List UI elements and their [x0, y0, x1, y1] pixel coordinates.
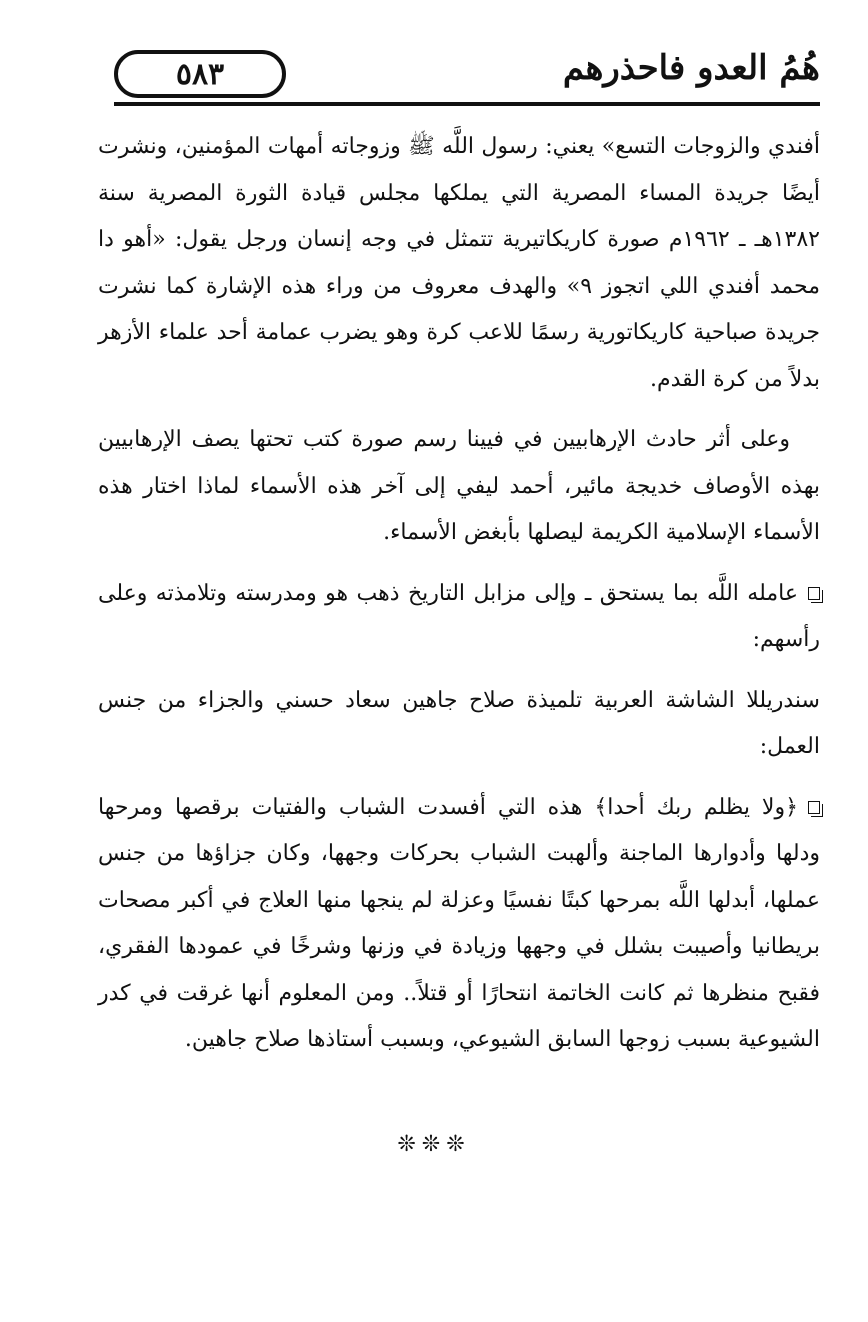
paragraph-5 [98, 785, 820, 1064]
paragraph-text: وعلى أثر حادث الإرهابيين في فيينا رسم صورة كتب تحتها يصف الإرهابيين بهذه الأوصاف خديجة مائير، أحمد ليفي إلى آخر هذه الأسماء لماذا اختار هذه الأسماء الإسلامية الكريمة ليصلها بأبغض الأسماء. [98, 427, 820, 545]
paragraph-text: سندريللا الشاشة العربية تلميذة صلاح جاهين سعاد حسني والجزاء من جنس العمل: [98, 687, 820, 759]
square-bullet-icon [808, 801, 820, 814]
page-body [98, 124, 820, 1064]
paragraph-text: عامله اللَّه بما يستحق ـ وإلى مزابل التاريخ ذهب هو ومدرسته وتلامذته وعلى رأسهم: [98, 580, 820, 652]
paragraph-3 [98, 571, 820, 664]
paragraph-text: أفندي والزوجات التسع» يعني: رسول اللَّه ﷺ وزوجاته أمهات المؤمنين، ونشرت أيضًا جريدة المساء المصرية التي يملكها مجلس قيادة الثورة المصرية سنة ١٣٨٢هـ ـ ١٩٦٢م صورة كاريكاتيرية تتمثل في وجه إنسان ورجل يقول: «أهو دا محمد أفندي اللي اتجوز ٩» والهدف معروف من وراء هذه الإشارة كما نشرت جريدة صباحية كاريكاتورية رسمًا للاعب كرة وهو يضرب عمامة أحد علماء الأزهر بدلاً من كرة القدم. [98, 134, 820, 392]
page-header [100, 44, 820, 108]
section-separator: ❊❊❊ [397, 1132, 471, 1157]
square-bullet-icon [808, 587, 820, 600]
running-title: هُمُ العدو فاحذرهم [562, 48, 820, 88]
paragraph-1 [98, 124, 820, 403]
page-number: ٥٨٣ [114, 50, 286, 98]
paragraph-4 [98, 678, 820, 771]
paragraph-2 [98, 417, 820, 557]
paragraph-text: ﴿ولا يظلم ربك أحدا﴾ هذه التي أفسدت الشباب والفتيات برقصها ومرحها ودلها وأدوارها الماجنة وألهبت الشباب بحركات وجهها، وكان جزاؤها من جنس عملها، أبدلها اللَّه بمرحها كبتًا نفسيًا وعزلة لم ينجها منها العلاج في أكبر مصحات بريطانيا وأصيبت بشلل في وجهها وزيادة في وزنها وشرخًا في عمودها الفقري، فقبح منظرها ثم كانت الخاتمة انتحارًا أو قتلاً.. ومن المعلوم أنها غرقت في كدر الشيوعية بسبب زوجها السابق الشيوعي، وبسبب أستاذها صلاح جاهين. [98, 794, 821, 1052]
header-rule [114, 102, 820, 106]
